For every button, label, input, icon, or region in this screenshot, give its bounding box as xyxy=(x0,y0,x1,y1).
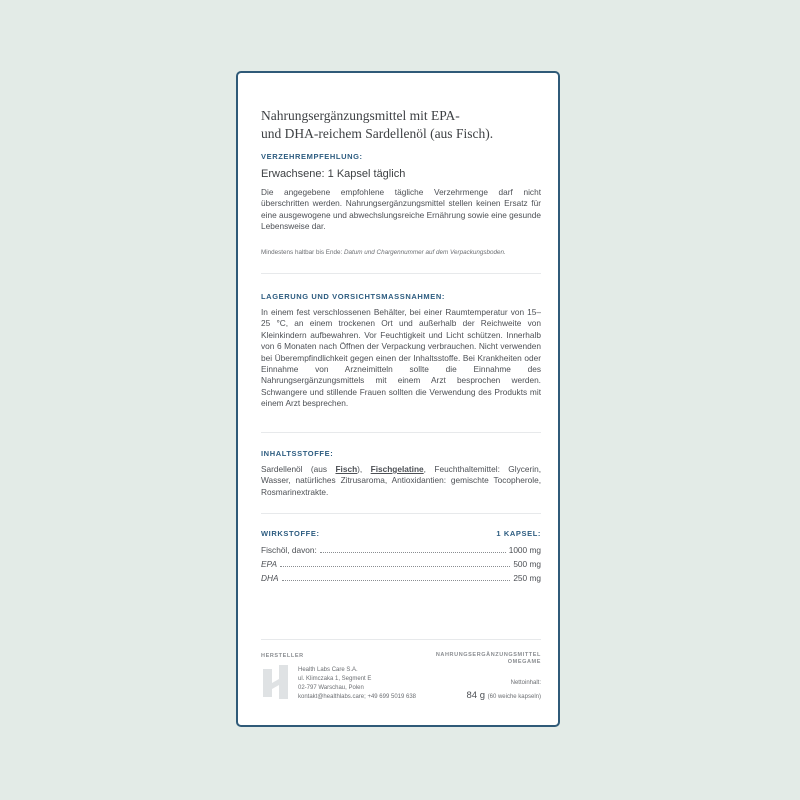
product-label-card xyxy=(236,71,560,727)
storage-heading: LAGERUNG UND VORSICHTSMASSNAHMEN: xyxy=(261,292,445,301)
best-before xyxy=(261,249,541,256)
per-capsule-label: 1 KAPSEL: xyxy=(496,529,541,538)
net-content xyxy=(411,690,541,701)
address-line: Health Labs Care S.A. xyxy=(298,667,358,673)
storage-text: In einem fest verschlossenen Behälter, bei einer Raumtemperatur von 15–25 °C, an einem trockenen Ort und außerhalb der Reichweite von Kleinkindern aufbewahren. Vor Feuchtigkeit und Licht schützen. Innerhalb von 6 Monaten nach Öffnen der Verpackung verbrauchen. Nicht verwenden bei Überempfindlichkeit gegen einen der Inhaltsstoffe. Bei Krankheiten oder Einnahme von Arzneimitteln sollte die Einnahme des Nahrungsergänzungsmittels mit einem Arzt besprochen werden. Schwangere und stillende Frauen sollten die Verwendung des Produkts mit einem Arzt besprechen. xyxy=(261,307,541,409)
table-row xyxy=(261,573,541,587)
divider xyxy=(261,273,541,274)
actives-table xyxy=(261,545,541,587)
address-line: 02-797 Warschau, Polen xyxy=(298,685,364,691)
actives-header xyxy=(261,529,541,538)
manufacturer-heading: HERSTELLER xyxy=(261,653,304,659)
best-before-label: Mindestens haltbar bis Ende: xyxy=(261,249,343,256)
table-row xyxy=(261,559,541,573)
dot-leader xyxy=(320,552,506,553)
title-line-1: Nahrungsergänzungsmittel mit EPA- xyxy=(261,108,460,123)
active-name: Fischöl, davon: xyxy=(261,545,317,555)
dot-leader xyxy=(282,580,511,581)
dot-leader xyxy=(280,566,510,567)
manufacturer-address xyxy=(298,666,428,702)
ingredients-part: Sardellenöl (aus xyxy=(261,464,336,474)
ingredients-part: , Feuchthaltemittel: Glycerin, Wasser, natürliches Zitrusaroma, Antioxidantien: gemischte Tocopherole, Rosmarinextrakte. xyxy=(261,464,542,497)
product-name: OMEGAME xyxy=(507,659,541,665)
ingredients-heading: INHALTSSTOFFE: xyxy=(261,449,334,458)
allergen-fish-gelatine: Fischgelatine xyxy=(370,464,424,474)
table-row xyxy=(261,545,541,559)
manufacturer-logo xyxy=(261,665,293,699)
address-line: kontakt@healthlabs.care; +49 699 5019 638 xyxy=(298,694,417,700)
dosage-heading: VERZEHREMPFEHLUNG: xyxy=(261,152,363,161)
product-description xyxy=(261,107,541,143)
ingredients-part: ), xyxy=(357,464,371,474)
best-before-note: Datum und Chargennummer auf dem Verpackungsboden. xyxy=(343,249,506,256)
active-name: EPA xyxy=(261,559,277,569)
net-note: (60 weiche kapseln) xyxy=(487,694,541,700)
dosage-subheading: Erwachsene: 1 Kapsel täglich xyxy=(261,168,406,180)
product-category: NAHRUNGSERGÄNZUNGSMITTEL xyxy=(435,652,541,658)
net-content-label: Nettoinhalt: xyxy=(510,680,541,686)
active-value: 500 mg xyxy=(513,559,541,569)
active-name: DHA xyxy=(261,573,279,583)
product-info xyxy=(411,652,541,701)
actives-heading: WIRKSTOFFE: xyxy=(261,529,320,538)
h-logo-icon xyxy=(261,665,293,699)
dosage-text: Die angegebene empfohlene tägliche Verzehrmenge darf nicht überschritten werden. Nahrungsergänzungsmittel stellen keinen Ersatz für eine ausgewogene und abwechslungsreiche Ernährung sowie eine gesunde Lebensweise dar. xyxy=(261,187,541,232)
address-line: ul. Klimczaka 1, Segment E xyxy=(298,676,372,682)
ingredients-text xyxy=(261,464,541,498)
divider xyxy=(261,432,541,433)
allergen-fish: Fisch xyxy=(335,464,358,474)
divider xyxy=(261,639,541,640)
active-value: 1000 mg xyxy=(508,545,541,555)
title-line-2: und DHA-reichem Sardellenöl (aus Fisch). xyxy=(261,126,494,141)
divider xyxy=(261,513,541,514)
net-weight: 84 g xyxy=(466,690,485,701)
active-value: 250 mg xyxy=(513,573,541,583)
